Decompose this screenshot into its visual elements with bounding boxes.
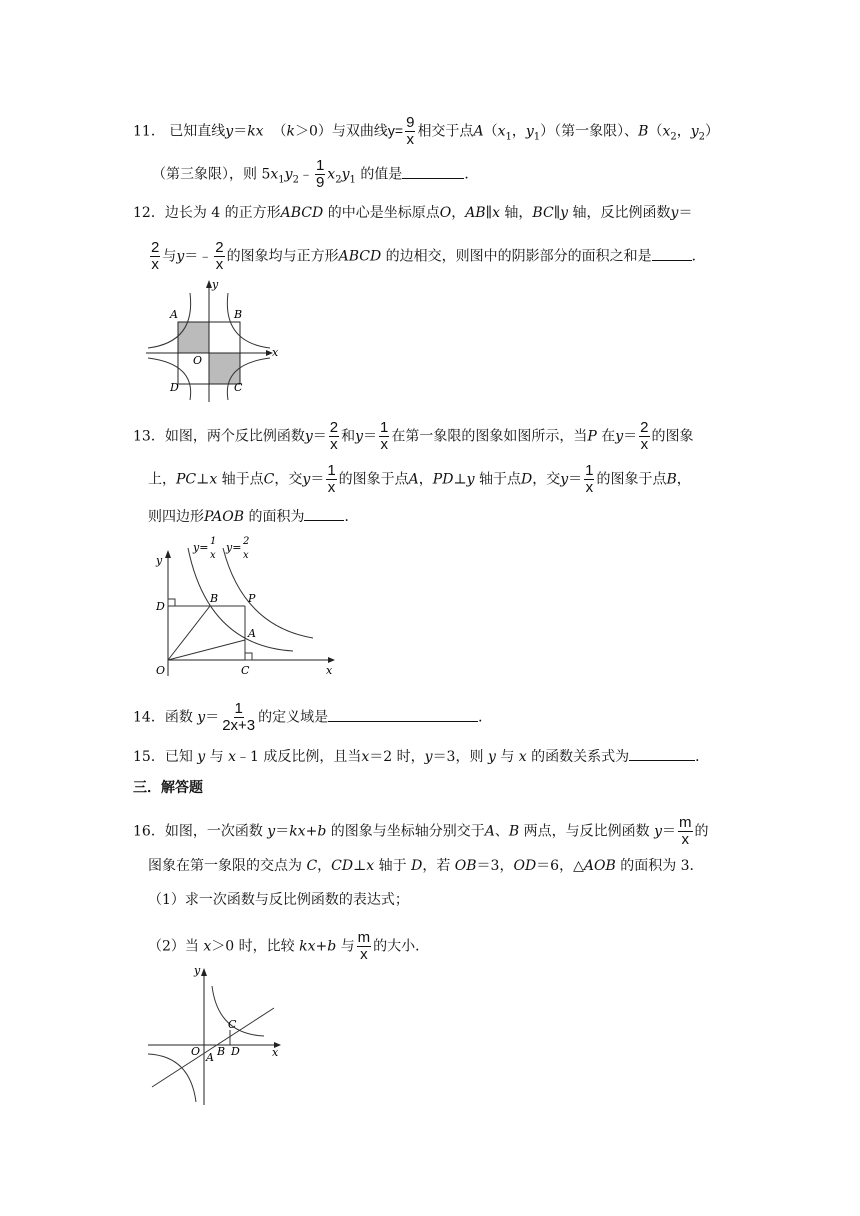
q13-fraction5: $\frac{1}{x}$ xyxy=(585,462,594,496)
q12-label-O: O xyxy=(193,354,203,367)
q12-line1: 12．边长为 4 的正方形ABCD 的中心是坐标原点O，AB∥x 轴，BC∥y 轴，反比例函数y＝ xyxy=(133,205,693,221)
q15-number: 15． xyxy=(133,749,165,765)
q13-fraction2: $\frac{1}{x}$ xyxy=(380,419,389,453)
q16-label-x: x xyxy=(272,1046,279,1059)
q16-fraction: $\frac{m}{x}$ xyxy=(679,814,692,848)
q12-label-y: y xyxy=(212,278,219,291)
q11-fraction: $\frac{9}{x}$ xyxy=(406,114,415,148)
q13-label-B: B xyxy=(210,592,219,605)
q11-fraction2: $\frac{1}{9}$ xyxy=(315,157,325,191)
q13-figure xyxy=(148,536,348,684)
q16-line1: 16．如图，一次函数 y＝kx+b 的图象与坐标轴分别交于A、B 两点，与反比例函数 y＝ $\frac{m}{x}$ 的 xyxy=(133,814,709,848)
q12-label-A: A xyxy=(170,308,178,321)
q14-fraction: $\frac{1}{2x+3}$ xyxy=(222,700,256,734)
q16-fraction2: $\frac{m}{x}$ xyxy=(357,929,371,963)
q13-label-P: P xyxy=(248,592,256,605)
q12-number: 12． xyxy=(133,205,165,221)
q11-line2: （第三象限），则 $5x_1y_2﹣$ $\frac{1}{9}$ $x_2y_1$ 的值是 ． xyxy=(152,157,479,191)
q13-label-y2: y= xyxy=(226,541,242,554)
q13-label-C: C xyxy=(241,664,250,677)
q12-answer-blank[interactable] xyxy=(652,246,692,261)
q13-fraction4: $\frac{1}{x}$ xyxy=(327,462,336,496)
q16-part1: （1）求一次函数与反比例函数的表达式； xyxy=(148,892,409,908)
q16-label-B: B xyxy=(217,1045,226,1058)
q13-number: 13． xyxy=(133,428,165,445)
q15-line: 15．已知 y 与 x﹣1 成反比例，且当x＝2 时，y＝3，则 y 与 x 的函数关系式为 ． xyxy=(133,746,709,767)
q13-answer-blank[interactable] xyxy=(304,506,344,521)
q12-line2: $\frac{2}{x}$ 与y＝﹣ $\frac{2}{x}$ 的图象均与正方形ABCD 的边相交，则图中的阴影部分的面积之和是 ． xyxy=(151,239,706,273)
q13-line3: 则四边形PAOB 的面积为 ． xyxy=(148,506,358,527)
q11-line1: 11． 已知直线y＝kx （k＞0）与双曲线y= $\frac{9}{x}$ 相交于点$A(x_1$，$y_1$）（第一象限）、$B(x_2$，$y_2$） xyxy=(133,114,720,148)
q12-fraction2: $\frac{2}{x}$ xyxy=(215,239,224,273)
q16-label-O: O xyxy=(191,1045,201,1058)
q13-label-x: x xyxy=(326,664,333,677)
q16-label-y: y xyxy=(194,964,201,977)
q14-number: 14． xyxy=(133,709,165,726)
q12-label-B: B xyxy=(234,308,243,321)
q16-label-A: A xyxy=(206,1051,214,1064)
q15-answer-blank[interactable] xyxy=(629,746,695,761)
q13-fraction1: $\frac{2}{x}$ xyxy=(329,419,339,453)
q14-line: 14．函数 y＝ $\frac{1}{2x+3}$ 的定义域是 ． xyxy=(133,700,493,734)
q16-label-C: C xyxy=(228,1018,237,1031)
q13-label-A: A xyxy=(248,627,256,640)
q14-answer-blank[interactable] xyxy=(328,707,478,722)
q16-figure xyxy=(146,964,286,1106)
q11-number: 11． xyxy=(133,123,165,140)
q16-label-D: D xyxy=(231,1045,240,1058)
q12-figure xyxy=(146,278,280,402)
q16-number: 16． xyxy=(133,823,165,840)
q13-label-y2-num: 2 xyxy=(243,536,250,547)
q13-label-y1-num: 1 xyxy=(210,536,217,547)
q12-label-x: x xyxy=(272,346,279,359)
q13-fraction3: $\frac{2}{x}$ xyxy=(640,419,649,453)
q13-label-y: y xyxy=(156,554,163,567)
section-heading: 三．解答题 xyxy=(133,780,203,796)
q13-line2: 上，PC⊥x 轴于点C，交y＝ $\frac{1}{x}$ 的图象于点A，PD⊥y 轴于点D，交y＝ $\frac{1}{x}$ 的图象于点B， xyxy=(148,462,691,496)
q16-part2: （2）当 x＞0 时，比较 kx+b 与 $\frac{m}{x}$ 的大小． xyxy=(148,929,430,963)
q13-label-O: O xyxy=(156,664,166,677)
q11-answer-blank[interactable] xyxy=(402,164,464,179)
q12-fraction1: $\frac{2}{x}$ xyxy=(151,239,160,273)
q13-label-y2-den: x xyxy=(243,550,249,561)
q16-line2: 图象在第一象限的交点为 C，CD⊥x 轴于 D，若 OB＝3，OD＝6，△AOB 的面积为 3． xyxy=(148,858,704,874)
q13-line1: 13．如图，两个反比例函数y＝ $\frac{2}{x}$ 和y＝ $\frac{1}{x}$ 在第一象限的图象如图所示，当P 在y＝ $\frac{2}{x}$ 的图象 xyxy=(133,419,694,453)
q13-label-D: D xyxy=(156,600,165,613)
q12-label-C: C xyxy=(234,381,243,394)
q12-label-D: D xyxy=(170,381,179,394)
q13-label-y1: y= xyxy=(193,541,209,554)
q13-label-y1-den: x xyxy=(210,550,216,561)
